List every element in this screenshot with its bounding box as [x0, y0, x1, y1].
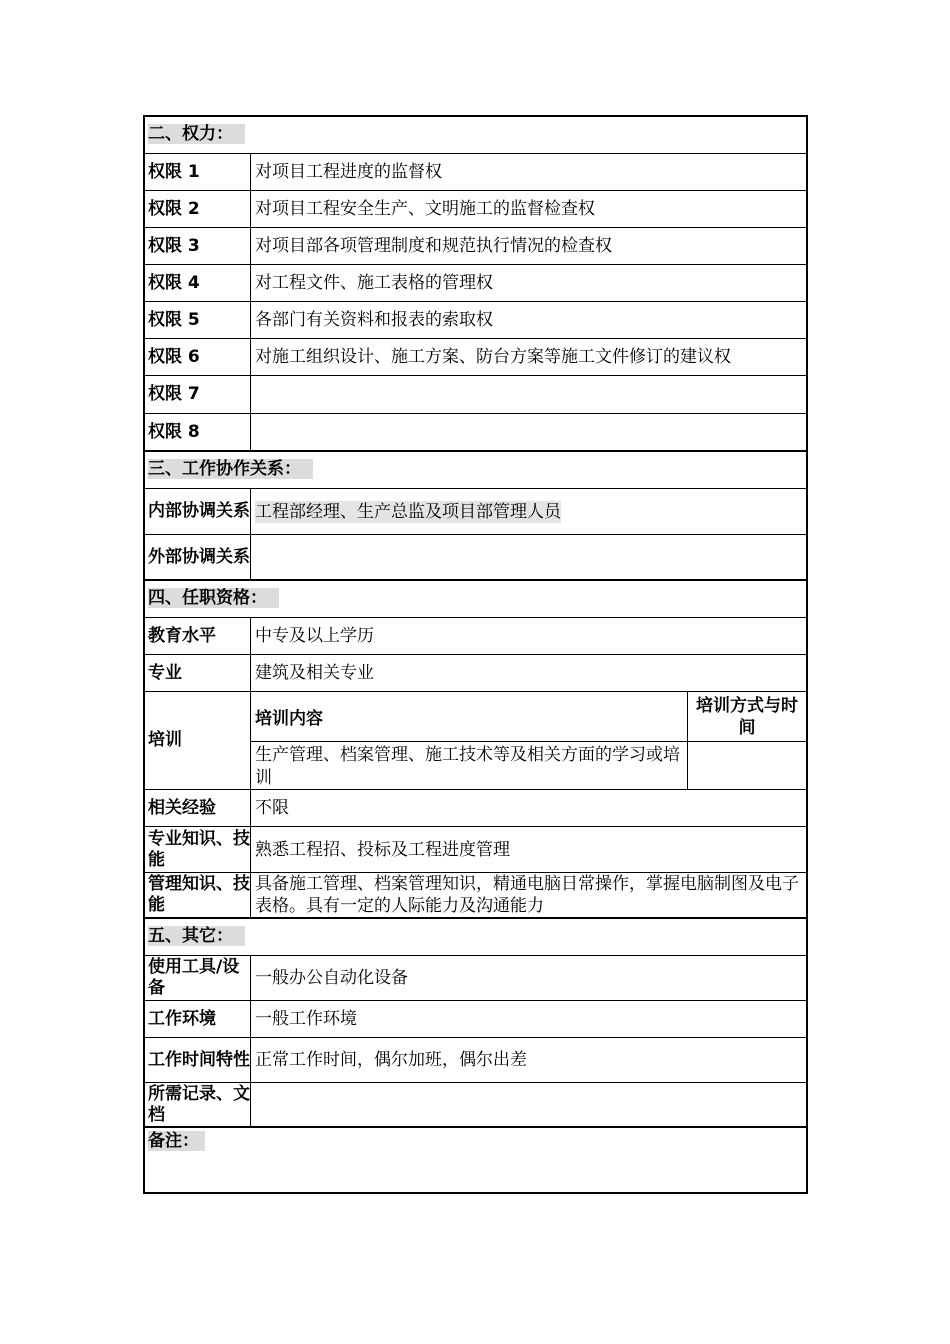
- training-method-value: [688, 742, 806, 789]
- major-label: 专业: [145, 655, 251, 691]
- records-value: [251, 1083, 806, 1126]
- internal-relations-label: 内部协调关系: [145, 489, 251, 534]
- pro-skill-row: [145, 827, 806, 873]
- records-row: [145, 1083, 806, 1128]
- power-label: 权限 1: [145, 154, 251, 190]
- section-relations-header: [145, 452, 806, 489]
- power-row: [145, 339, 806, 376]
- mgmt-skill-label: 管理知识、技能: [145, 873, 251, 917]
- training-header: [251, 692, 806, 742]
- major-row: [145, 655, 806, 692]
- education-label: 教育水平: [145, 618, 251, 654]
- work-time-value: 正常工作时间，偶尔加班，偶尔出差: [255, 1050, 527, 1070]
- external-relations-row: [145, 535, 806, 581]
- training-row: [145, 692, 806, 790]
- internal-relations-row: [145, 489, 806, 535]
- section-qualification-title: 四、任职资格：: [148, 588, 279, 608]
- mgmt-skill-row: [145, 873, 806, 919]
- section-power-header: [145, 117, 806, 154]
- power-row: [145, 228, 806, 265]
- experience-value: 不限: [255, 798, 289, 818]
- power-value: 对工程文件、施工表格的管理权: [255, 273, 493, 293]
- power-label: 权限 7: [145, 376, 251, 413]
- notes-row: [145, 1128, 806, 1192]
- job-description-table: [143, 115, 808, 1194]
- training-content-header: 培训内容: [251, 692, 688, 741]
- power-value: 对项目工程安全生产、文明施工的监督检查权: [255, 199, 595, 219]
- power-row: [145, 191, 806, 228]
- training-body: [251, 742, 806, 789]
- power-value: [251, 376, 806, 413]
- power-label: 权限 3: [145, 228, 251, 264]
- power-value: [251, 414, 806, 450]
- power-row: [145, 265, 806, 302]
- power-label: 权限 6: [145, 339, 251, 375]
- power-value: 各部门有关资料和报表的索取权: [255, 310, 493, 330]
- power-value: 对施工组织设计、施工方案、防台方案等施工文件修订的建议权: [255, 347, 731, 367]
- education-row: [145, 618, 806, 655]
- training-label: 培训: [145, 692, 251, 789]
- education-value: 中专及以上学历: [255, 626, 374, 646]
- major-value: 建筑及相关专业: [255, 663, 374, 683]
- environment-label: 工作环境: [145, 1001, 251, 1037]
- power-label: 权限 2: [145, 191, 251, 227]
- tools-value: 一般办公自动化设备: [255, 968, 408, 988]
- tools-row: [145, 956, 806, 1001]
- power-label: 权限 5: [145, 302, 251, 338]
- section-relations-title: 三、工作协作关系：: [148, 459, 313, 479]
- power-value: 对项目工程进度的监督权: [255, 162, 442, 182]
- environment-value: 一般工作环境: [255, 1009, 357, 1029]
- power-row: [145, 302, 806, 339]
- mgmt-skill-value: 具备施工管理、档案管理知识，精通电脑日常操作，掌握电脑制图及电子表格。具有一定的人际能力及沟通能力: [255, 874, 799, 916]
- notes-label: 备注：: [148, 1131, 205, 1151]
- work-time-row: [145, 1038, 806, 1083]
- power-row: [145, 414, 806, 452]
- training-method-header: 培训方式与时间: [696, 695, 798, 738]
- power-row: [145, 376, 806, 414]
- section-power-title: 二、权力：: [148, 124, 245, 144]
- training-content-value: 生产管理、档案管理、施工技术等及相关方面的学习或培训: [251, 742, 688, 789]
- section-others-header: [145, 919, 806, 956]
- external-relations-label: 外部协调关系: [145, 535, 251, 579]
- environment-row: [145, 1001, 806, 1038]
- power-label: 权限 8: [145, 414, 251, 450]
- internal-relations-value: 工程部经理、生产总监及项目部管理人员: [255, 501, 561, 522]
- section-qualification-header: [145, 581, 806, 618]
- pro-skill-value: 熟悉工程招、投标及工程进度管理: [255, 839, 510, 860]
- tools-label: 使用工具/设备: [145, 956, 251, 1000]
- pro-skill-label: 专业知识、技能: [145, 827, 251, 872]
- power-label: 权限 4: [145, 265, 251, 301]
- experience-label: 相关经验: [145, 790, 251, 826]
- power-row: [145, 154, 806, 191]
- external-relations-value: [251, 535, 806, 579]
- work-time-label: 工作时间特性: [145, 1038, 251, 1082]
- experience-row: [145, 790, 806, 827]
- section-others-title: 五、其它：: [148, 926, 245, 946]
- power-value: 对项目部各项管理制度和规范执行情况的检查权: [255, 236, 612, 256]
- records-label: 所需记录、文档: [145, 1083, 251, 1126]
